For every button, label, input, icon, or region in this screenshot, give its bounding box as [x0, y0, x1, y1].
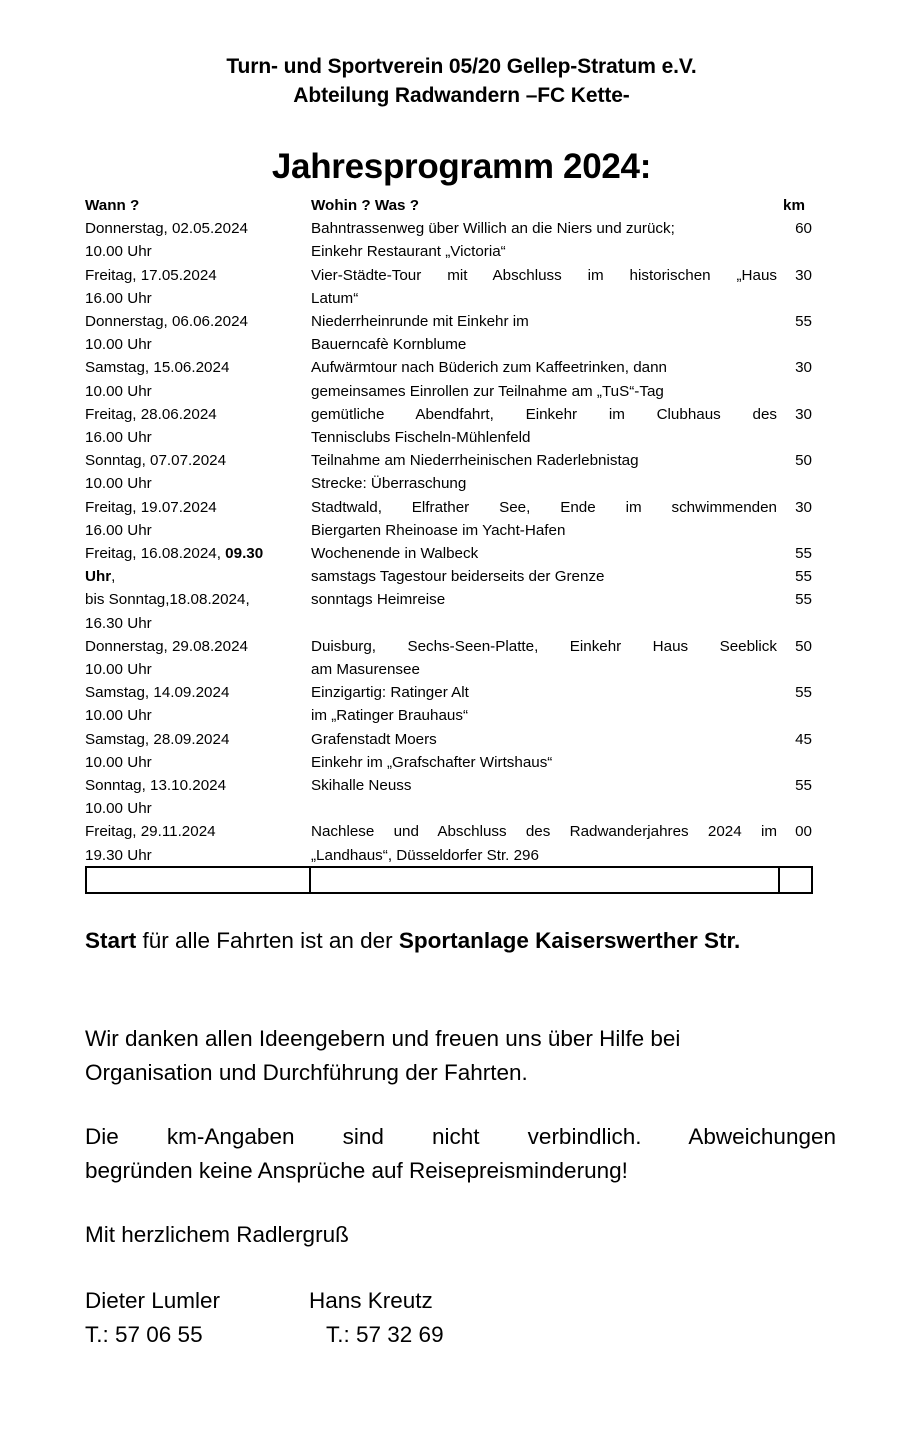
row-desc-line: Biergarten Rheinoase im Yacht-Hafen [311, 521, 566, 539]
cell-km [779, 542, 813, 612]
row-desc-line: Einzigartig: Ratinger Alt [311, 684, 469, 702]
signatory-name-1: Dieter Lumler [85, 1288, 221, 1313]
signatory-phone-1: T.: 57 06 55 [85, 1322, 203, 1347]
cell-when [85, 496, 311, 542]
row-date: Samstag, 28.09.2024 [85, 730, 230, 748]
row-desc-line: gemeinsames Einrollen zur Teilnahme am „TuS“-Tag [311, 382, 664, 400]
table-row [85, 217, 813, 263]
start-text: für alle Fahrten ist an der [136, 928, 399, 953]
row-desc-line: im „Ratinger Brauhaus“ [311, 707, 468, 725]
cell-what [311, 264, 779, 310]
row-desc-line: Aufwärmtour nach Büderich zum Kaffeetrinken, dann [311, 359, 667, 377]
table-row [85, 496, 813, 542]
cell-when [85, 217, 311, 263]
cell-what [311, 403, 779, 449]
row-time: 19.30 Uhr [85, 846, 152, 864]
row-desc-line: Bauerncafè Kornblume [311, 336, 467, 354]
club-header [0, 52, 923, 110]
cell-what [311, 820, 779, 866]
cell-km: 50 [795, 452, 812, 470]
row-date: Donnerstag, 29.08.2024 [85, 637, 248, 655]
row-time: 10.00 Uhr [85, 382, 152, 400]
cell-km: 00 [795, 823, 812, 841]
row-date: Samstag, 15.06.2024 [85, 359, 230, 377]
row-desc-line: Strecke: Überraschung [311, 475, 467, 493]
thanks-line: Wir danken allen Ideengebern und freuen uns über Hilfe bei [85, 1026, 681, 1051]
row-date-bold: 09.30 [225, 545, 264, 563]
cell-when [85, 449, 311, 495]
row-desc-line: Bahntrassenweg über Willich an die Niers und zurück; [311, 220, 675, 238]
cell-what [311, 217, 779, 263]
row-time [85, 565, 311, 588]
cell-km: 55 [795, 684, 812, 702]
cell-km: 30 [795, 498, 812, 516]
table-row [85, 310, 813, 356]
row-desc-line: Tennisclubs Fischeln-Mühlenfeld [311, 429, 531, 447]
row-date: Freitag, 28.06.2024 [85, 405, 217, 423]
signature-phones-row [85, 1318, 685, 1352]
table-row [85, 264, 813, 310]
row-date [85, 542, 311, 565]
row-time: 10.00 Uhr [85, 336, 152, 354]
km-disclaimer-line: begründen keine Ansprüche auf Reisepreisminderung! [85, 1158, 628, 1183]
page-title: Jahresprogramm 2024: [271, 147, 652, 186]
cell-km: 30 [795, 266, 812, 284]
club-department-line: Abteilung Radwandern –FC Kette- [293, 84, 630, 107]
row-desc-line: Niederrheinrunde mit Einkehr im [311, 313, 529, 331]
cell-when [85, 774, 311, 820]
row-desc-line: Wochenende in Walbeck [311, 545, 479, 563]
row-desc-line: am Masurensee [311, 661, 420, 679]
km-value: 55 [795, 591, 812, 609]
cell-when [85, 635, 311, 681]
row-desc-line: Stadtwald, Elfrather See, Ende im schwimmenden [311, 498, 777, 516]
start-keyword: Start [85, 928, 137, 953]
row-date: Freitag, 19.07.2024 [85, 498, 217, 516]
cell-what [311, 728, 779, 774]
row-desc-line: samstags Tagestour beiderseits der Grenze [311, 568, 605, 586]
cell-when [85, 356, 311, 402]
table-row [85, 542, 813, 635]
cell-what [311, 356, 779, 402]
closing-greeting: Mit herzlichem Radlergruß [85, 1222, 349, 1247]
cell-what [311, 681, 779, 727]
cell-km: 55 [795, 777, 812, 795]
empty-cell-km [780, 868, 811, 892]
row-time: 10.00 Uhr [85, 243, 152, 261]
signature-names-row [85, 1284, 685, 1318]
row-desc-line: „Landhaus“, Düsseldorfer Str. 296 [311, 846, 539, 864]
cell-when [85, 403, 311, 449]
row-date: Sonntag, 07.07.2024 [85, 452, 227, 470]
row-time: 10.00 Uhr [85, 753, 152, 771]
row-date: Donnerstag, 06.06.2024 [85, 313, 248, 331]
table-row [85, 774, 813, 820]
thanks-note [85, 1022, 836, 1090]
row-desc-line: Vier-Städte-Tour mit Abschluss im historischen „Haus [311, 266, 777, 284]
row-desc-line: Nachlese und Abschluss des Radwanderjahres 2024 im [311, 823, 777, 841]
empty-cell-when [87, 868, 311, 892]
row-time-until: 16.30 Uhr [85, 614, 152, 632]
cell-what [311, 542, 779, 612]
cell-km: 45 [795, 730, 812, 748]
row-time-suffix: , [111, 568, 116, 586]
row-date: Freitag, 17.05.2024 [85, 266, 217, 284]
row-time-bold: Uhr [85, 568, 112, 586]
cell-km: 50 [795, 637, 812, 655]
row-time: 10.00 Uhr [85, 800, 152, 818]
row-desc-line: Duisburg, Sechs-Seen-Platte, Einkehr Haus Seeblick [311, 637, 777, 655]
cell-what [311, 635, 779, 681]
table-row [85, 681, 813, 727]
km-value: 55 [795, 568, 812, 586]
row-date: Sonntag, 13.10.2024 [85, 777, 227, 795]
row-time: 16.00 Uhr [85, 521, 152, 539]
row-time: 10.00 Uhr [85, 707, 152, 725]
table-row [85, 635, 813, 681]
thanks-line: Organisation und Durchführung der Fahrten. [85, 1060, 528, 1085]
row-date-until: bis Sonntag,18.08.2024, [85, 591, 250, 609]
cell-km: 30 [795, 405, 812, 423]
row-desc-line [311, 797, 777, 820]
signatory-name-2: Hans Kreutz [309, 1288, 433, 1313]
row-time: 16.00 Uhr [85, 429, 152, 447]
km-disclaimer-line: Die km-Angaben sind nicht verbindlich. Abweichungen [85, 1124, 836, 1149]
table-header-row [85, 194, 813, 217]
schedule-table [85, 194, 813, 867]
km-disclaimer [85, 1120, 836, 1188]
column-header-what: Wohin ? Was ? [311, 197, 419, 214]
cell-km: 55 [795, 313, 812, 331]
row-desc-line: Einkehr Restaurant „Victoria“ [311, 243, 506, 261]
signature-block [85, 1284, 685, 1352]
cell-when [85, 681, 311, 727]
row-desc-line: Skihalle Neuss [311, 777, 412, 795]
cell-what [311, 449, 779, 495]
cell-when [85, 310, 311, 356]
row-desc-line: Einkehr im „Grafschafter Wirtshaus“ [311, 753, 553, 771]
start-venue: Sportanlage Kaiserswerther Str. [398, 928, 741, 953]
column-header-km: km [783, 197, 805, 214]
row-time: 10.00 Uhr [85, 475, 152, 493]
row-date: Samstag, 14.09.2024 [85, 684, 230, 702]
cell-km: 60 [795, 220, 812, 238]
cell-when [85, 728, 311, 774]
column-header-when: Wann ? [85, 197, 140, 214]
row-date-prefix: Freitag, 16.08.2024, [85, 545, 226, 563]
row-desc-line: Teilnahme am Niederrheinischen Raderlebnistag [311, 452, 639, 470]
signatory-phone-2: T.: 57 32 69 [326, 1322, 444, 1347]
table-row [85, 449, 813, 495]
empty-cell-what [311, 868, 780, 892]
row-desc-line: sonntags Heimreise [311, 591, 446, 609]
cell-when [85, 542, 311, 635]
row-time: 10.00 Uhr [85, 661, 152, 679]
row-desc-line: Grafenstadt Moers [311, 730, 437, 748]
cell-when [85, 264, 311, 310]
table-row [85, 728, 813, 774]
cell-km: 30 [795, 359, 812, 377]
km-value: 55 [795, 545, 812, 563]
cell-what [311, 310, 779, 356]
club-name-line: Turn- und Sportverein 05/20 Gellep-Stratum e.V. [226, 55, 697, 78]
cell-what [311, 496, 779, 542]
row-desc-line: Latum“ [311, 289, 359, 307]
table-row [85, 403, 813, 449]
table-row [85, 356, 813, 402]
table-row [85, 820, 813, 866]
row-date: Freitag, 29.11.2024 [85, 823, 216, 841]
start-location-note [85, 924, 836, 958]
cell-when [85, 820, 311, 866]
row-date: Donnerstag, 02.05.2024 [85, 220, 248, 238]
row-desc-line: gemütliche Abendfahrt, Einkehr im Clubhaus des [311, 405, 777, 423]
empty-table-row [85, 866, 813, 894]
row-time: 16.00 Uhr [85, 289, 152, 307]
cell-what [311, 774, 779, 820]
